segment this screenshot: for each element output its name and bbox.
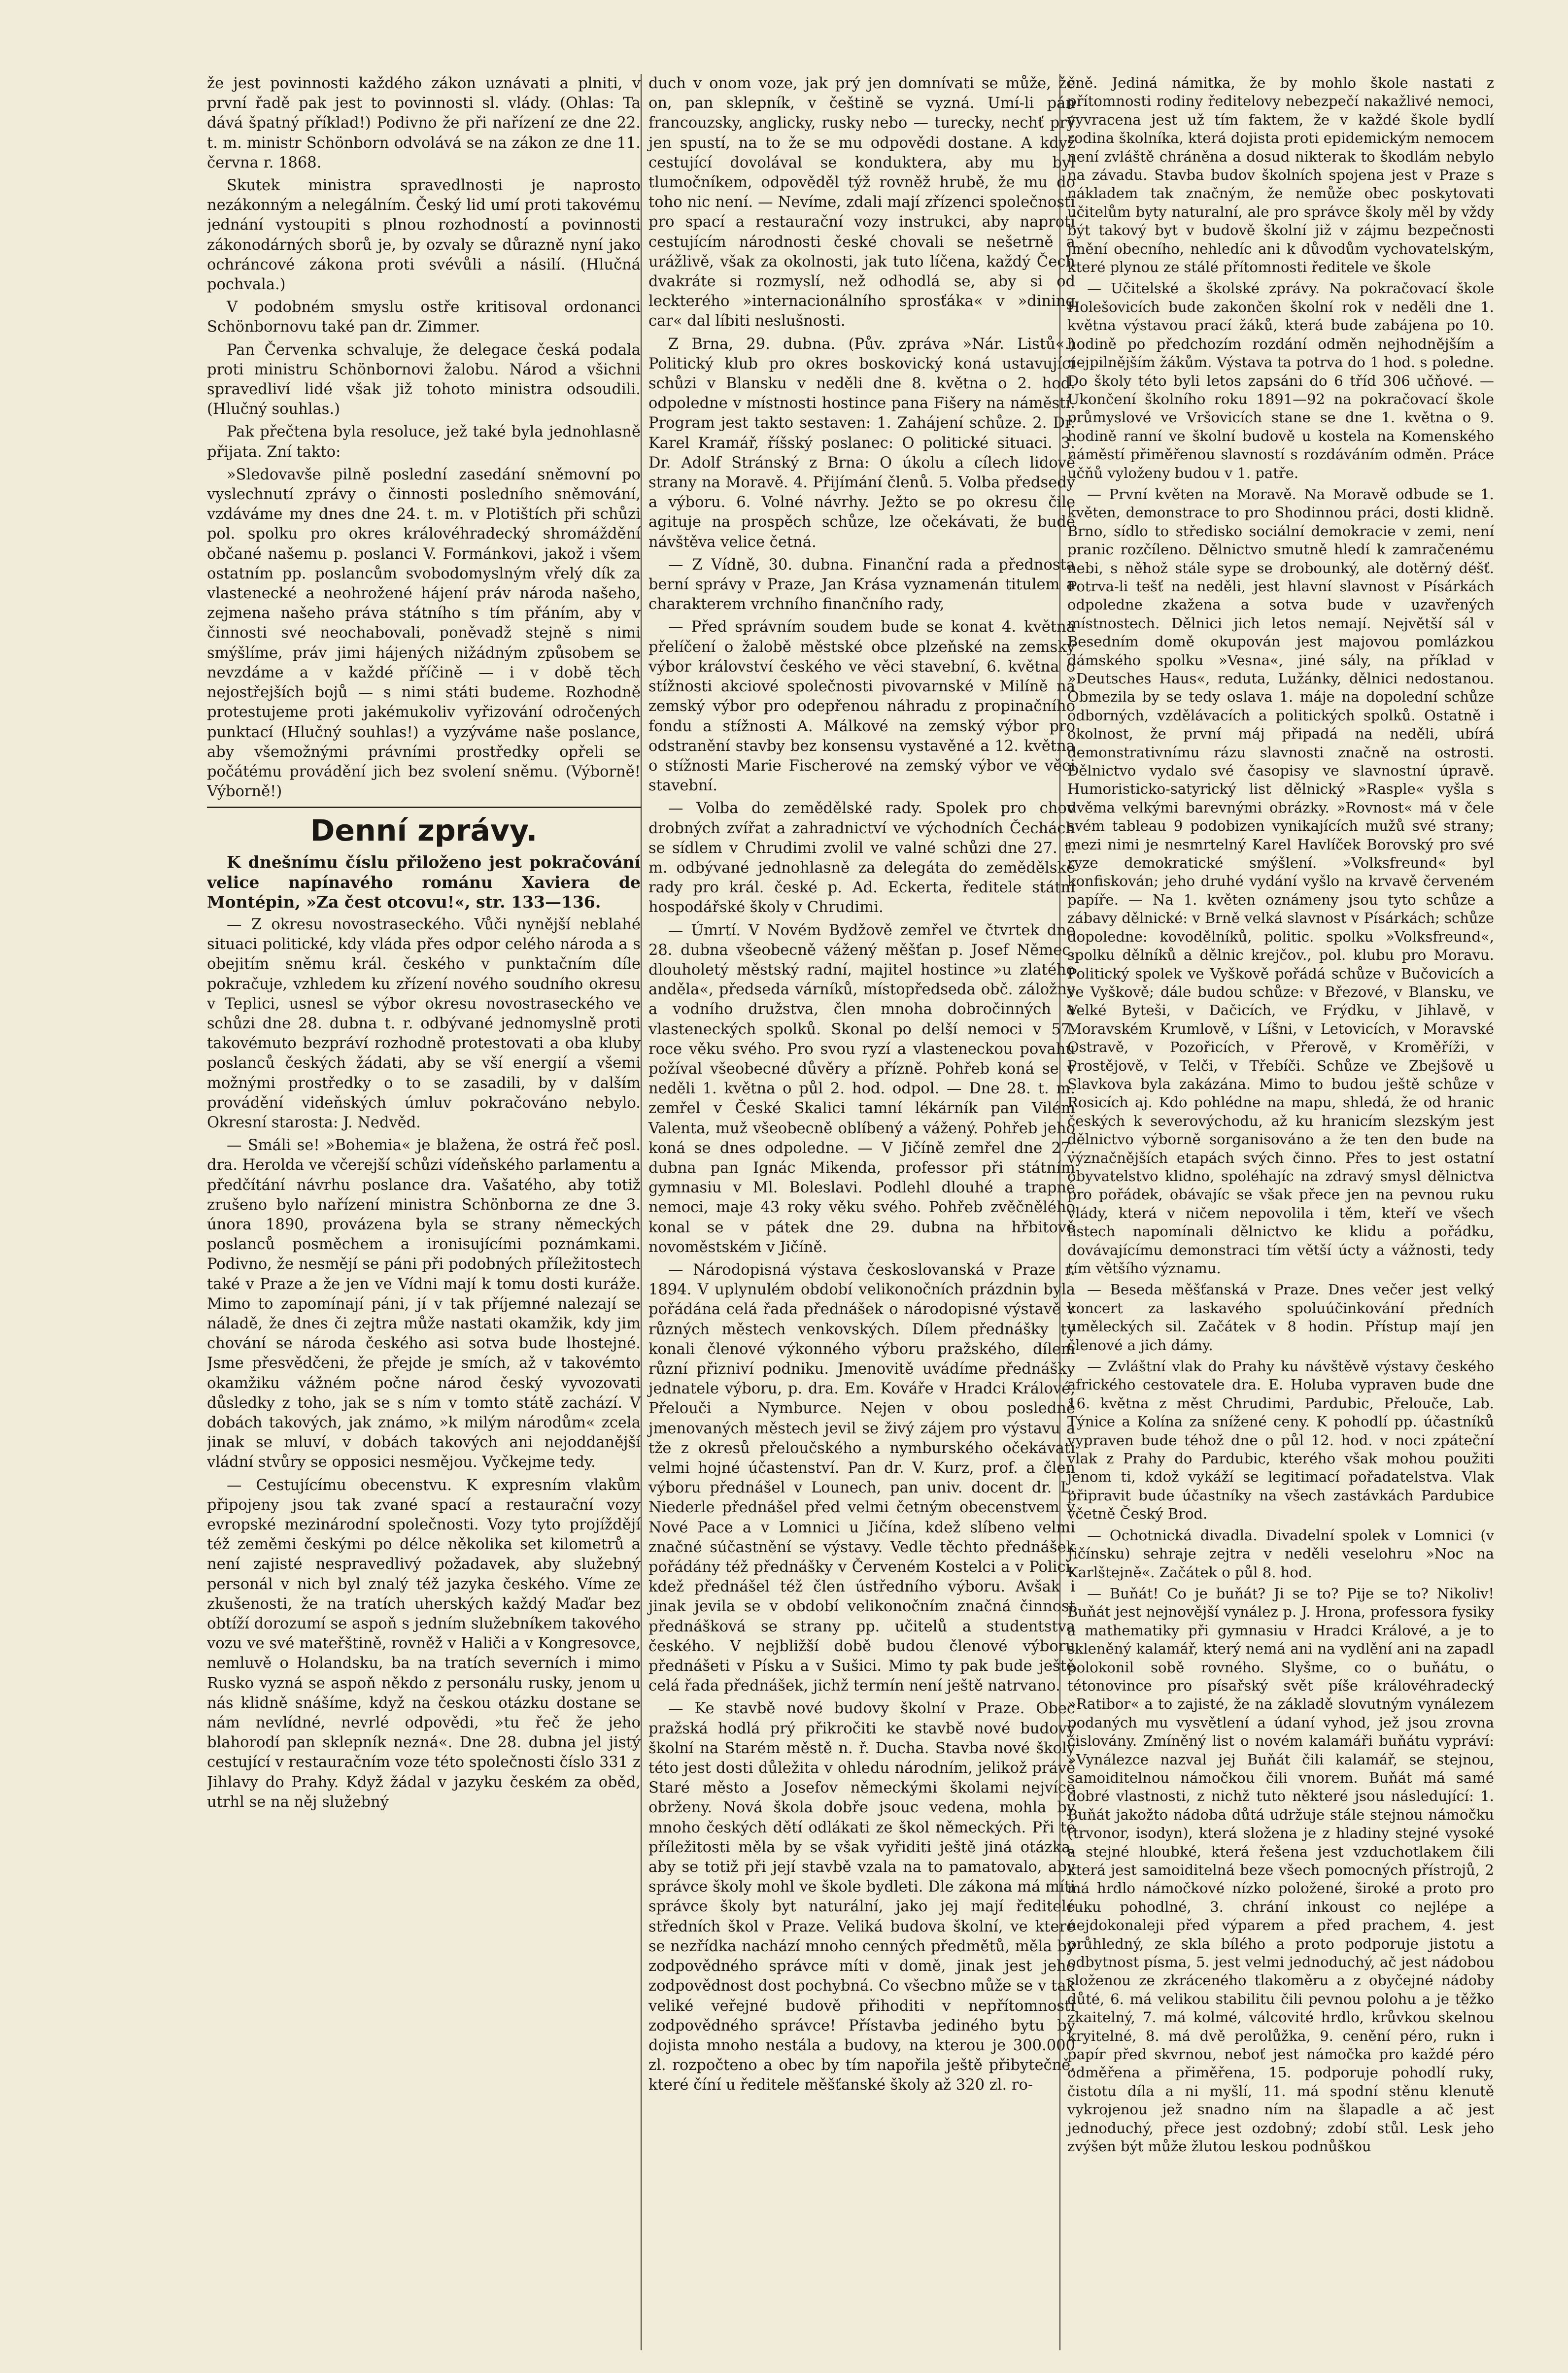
column-2 [641,74,1075,2350]
paragraph: čně. Jediná námitka, že by mohlo škole nastati z přítomnosti rodiny ředitelovy nebezpečí nakažlivé nemoci, vyvracena jest už tím faktem, že v každé škole bydlí rodina školníka, která dojista proti epidemickým nemocem není zvláště chráněna a dosud nikterak to škodlám nebylo na závadu. Stavba budov školních spojena jest v Praze s nákladem tak značným, že nemůže obec poskytovati učitelům byty naturalní, ale pro správce školy měl by vždy být takový byt v budově školní již v zájmu bezpečnosti jmění obecního, nehledíc ani k důvodům vychovatelským, které plynou ze stálé přítomnosti ředitele ve škole [1067,74,1494,276]
paragraph: Z Brna, 29. dubna. (Pův. zpráva »Nár. Listů«.) Politický klub pro okres boskovický koná ustavující schůzi v Blansku v neděli dne 8. května o 2. hod. odpoledne v místnosti hostince pana Fišery na náměstí. Program jest takto sestaven: 1. Zahájení schůze. 2. Dr. Karel Kramář, říšský poslanec: O politické situaci. 3. Dr. Adolf Stránský z Brna: O úkolu a cílech lidové strany na Moravě. 4. Přijímání členů. 5. Volba předsedy a výboru. 6. Volné návrhy. Ježto se po okresu čile agituje na prospěch schůze, lze očekávati, že bude návštěva velice četná. [648,335,1075,551]
paragraph: — Smáli se! »Bohemia« je blažena, že ostrá řeč posl. dra. Herolda ve včerejší schůzi vídeňského parlamentu a předčítání návrhu poslance dra. Vašatého, aby totiž zrušeno bylo nařízení ministra Schönborna ze dne 3. února 1890, provázena byla se strany německých poslanců posměchem a ironisujícími poznámkami. Podivno, že nesmějí se páni při podobných příležitostech také v Praze a že jen ve Vídni mají k tomu dosti kuráže. Mimo to zapomínají páni, jí v tak příjemné nalezají se náladě, že dnes či zejtra může nastati okamžik, kdy jim chování se národa českého asi sotva bude lhostejné. Jsme přesvědčeni, že přejde je smích, až v takovémto okamžiku vážném počne národ český vyvozovati důsledky z toho, jak se s ním v tomto státě zachází. V dobách takových, jak známo, »k milým národům« zcela jinak se mluví, v dobách takových ani nejoddanější vládní stvůry se opposici nesmějou. Vyčkejme tedy. [207,1137,641,1471]
column-3 [1059,74,1494,2350]
paragraph: Skutek ministra spravedlnosti je naprosto nezákonným a nelegálním. Český lid umí proti takovému jednání vystoupiti s plnou rozhodností a povinnosti zákonodárných sborů je, by ozvaly se důrazně nyní jako ochráncové zákona proti svévůli a násilí. (Hlučná pochvala.) [207,177,641,294]
paragraph: — Úmrtí. V Novém Bydžově zemřel ve čtvrtek dne 28. dubna všeobecně vážený měšťan p. Josef Němec, dlouholetý městský radní, majitel hostince »u zlatého anděla«, předseda várníků, místopředseda obč. záložny a vodního družstva, člen mnoha dobročinných a vlasteneckých spolků. Skonal po delší nemoci v 57. roce věku svého. Pro svou ryzí a vlasteneckou povahu požíval všeobecné důvěry a přízně. Pohřeb koná se v neděli 1. května o půl 2. hod. odpol. — Dne 28. t. m. zemřel v České Skalici tamní lékárník pan Vilém Valenta, muž všeobecně oblíbený a vážený. Pohřeb jeho koná se dnes odpoledne. — V Jičíně zemřel dne 27. dubna pan Ignác Mikenda, professor při státním gymnasiu v Ml. Boleslavi. Podlehl dlouhé a trapné nemoci, maje 43 roky věku svého. Pohřeb zvěčnělého konal se v pátek dne 29. dubna na hřbitově novoměstském v Jičíně. [648,921,1075,1256]
paragraph: — Učitelské a školské zprávy. Na pokračovací škole Holešovicích bude zakončen školní rok v neděli dne 1. května výstavou prací žáků, která bude zabájena po 10. hodině po předchozím rozdání odměn nejhodnějším a nejpilnějším žákům. Výstava ta potrva do 1 hod. s poledne. Do školy této byli letos zapsáni do 6 tříd 306 učňové. — Ukončení školního roku 1891—92 na pokračovací škole průmyslové ve Vršovicích stane se dne 1. května o 9. hodině ranní ve školní budově u kostela na Komenského náměstí přiměřenou slavností s rozdáváním odměn. Práce učňů vyloženy budou v 1. patře. [1067,280,1494,481]
paragraph: — Z Vídně, 30. dubna. Finanční rada a přednosta berní správy v Praze, Jan Krása vyznamenán titulem a charakterem vrchního finančního rady, [648,556,1075,613]
supplement-notice: K dnešnímu číslu přiloženo jest pokračování velice napínavého románu Xaviera de Montépin, »Za čest otcovu!«, str. 133—136. [207,852,641,912]
paragraph: — Beseda měšťanská v Praze. Dnes večer jest velký koncert za laskavého spoluúčinkování předních uměleckých sil. Začátek v 8 hodin. Přístup mají jen členové a jich dámy. [1067,1281,1494,1354]
paragraph: — Cestujícímu obecenstvu. K expresním vlakům připojeny jsou tak zvané spací a restaurační vozy evropské mezinárodní společnosti. Vozy tyto projíždějí též zeměmi českými po délce několika set kilometrů a není zajisté nespravedlivý požadavek, aby služebný personál v nich byl znalý též jazyka českého. Víme ze zkušenosti, že na tratích uherských každý Maďar bez obtíží dorozumí se aspoň s jedním služebníkem takového vozu ve své mateřštině, rovněž v Haliči a v Kongresovce, nemluvě o Holandsku, ba na tratích severních i mimo Rusko vyzná se aspoň někdo z personálu rusky, jenom u nás klidně snášíme, když na českou otázku dostane se nám nevlídné, nevrlé odpovědi, »tu řeč že jeho blahorodí pan sklepník nezná«. Dne 28. dubna jel jistý cestující v restauračním voze této společnosti číslo 331 z Jihlavy do Prahy. Když žádal v jazyku českém za oběd, utrhl se na něj služebný [207,1476,641,1811]
paragraph: — Ke stavbě nové budovy školní v Praze. Obec pražská hodlá prý přikročiti ke stavbě nové budovy školní na Starém městě n. ř. Ducha. Stavba nové školy této jest dosti důležita v ohledu národním, jelikož právě Staré město a Josefov německými školami nejvíce obrženy. Nová škola dobře jsouc vedena, mohla by mnoho českých dětí odlákati ze škol německých. Při té příležitosti měla by se však vyřiditi ještě jiná otázka, aby se totiž při její stavbě vzala na to pamatovalo, aby správce školy mohl ve škole bydleti. Dle zákona má míti správce školy byt naturální, jako jej mají ředitelé středních škol v Praze. Veliká budova školní, ve které se nezřídka nachází mnoho cenných předmětů, měla by zodpovědného správce míti v domě, jinak jest jeho zodpovědnost dost pochybná. Co všecbno může se v tak veliké veřejné budově přihoditi v nepřítomnosti zodpovědného správce! Přístavba jediného bytu by dojista mnoho nestála a budovy, na kterou je 300.000 zl. rozpočteno a obec by tím napořila ještě přibytečně, které číní u ředitele měšťanské školy až 320 zl. ro- [648,1700,1075,2094]
paragraph: — Ochotnická divadla. Divadelní spolek v Lomnici (v Jičínsku) sehraje zejtra v neděli veselohru »Noc na Karlštejně«. Začátek o půl 8. hod. [1067,1526,1494,1581]
paragraph: — Národopisná výstava českoslovanská v Praze r. 1894. V uplynulém období velikonočních prázdnin byla pořádána celá řada přednášek o národopisné výstavě v různých městech venkovských. Dílem přednášky ty konali členové výkonného výboru pražského, dílem různí přizniví podniku. Jmenovitě uvádíme přednášky jednatele výboru, p. dra. Em. Kováře v Hradci Králové, Přelouči a Nymburce. Nejen v obou posledně jmenovaných městech jevil se živý zájem pro výstavu a tže z okresů přeloučského a nymburského očekávati velmi hojné účastenství. Pan dr. V. Kurz, prof. a člen výboru přednášel v Lounech, pan univ. docent dr. L. Niederle přednášel před velmi četným obecenstvem v Nové Pace a v Lomnici u Jičína, kdež slíbeno velmi značné súčastnění se výstavy. Vedle těchto přednášek pořádány též přednášky v Červeném Kostelci a v Polici, kdež přednášel též člen ústředního výboru. Avšak i jinak jevila se v období velikonočním značná činnost přednášková se strany pp. učitelů a studentstva českého. V nejbližší době budou členové výboru přednášeti v Písku a v Sušici. Mimo ty pak bude ještě celá řada přednášek, jichž termín není ještě natrvano. [648,1261,1075,1695]
paragraph: V podobném smyslu ostře kritisoval ordonanci Schönbornovu také pan dr. Zimmer. [207,299,641,336]
paragraph: Pan Červenka schvaluje, že delegace česká podala proti ministru Schönbornovi žalobu. Národ a všichni spravedliví lidé však již tohoto ministra odsoudili. (Hlučný souhlas.) [207,341,641,418]
paragraph: duch v onom voze, jak prý jen domnívati se může, že on, pan sklepník, v češtině se vyzná. Umí-li pán francouzsky, anglicky, rusky nebo — turecky, nechť prý jen spustí, na to že se mu odpovědi dostane. A když cestující dovolával se konduktera, aby mu byl tlumočníkem, odpověděl týž rovněž hrubě, že mu do toho nic není. — Nevíme, zdali mají zřízenci společnosti pro spací a restaurační vozy instrukci, aby naproti cestujícím národnosti české chovali se nešetrně a urážlivě, však za okolnosti, jak tuto líčena, každý Čech dvakráte si rozmyslí, než odhodlá se, aby si od leckterého »internacionálního sprosťáka« v »dining car« dal líbiti neslušnosti. [648,75,1075,330]
paragraph: — Zvláštní vlak do Prahy ku návštěvě výstavy českého afrického cestovatele dra. E. Holuba vypraven bude dne 16. května z měst Chrudimi, Pardubic, Přelouče, Lab. Týnice a Kolína za snížené ceny. K pohodlí pp. účastníků vypraven bude téhož dne o půl 12. hod. v noci zpáteční vlak z Prahy do Pardubic, kterého však mohou použiti jenom ti, kdož vykáží se legitimací pořadatelstva. Vlak připravit bude účastníky na všech zastávkách Pardubice včetně Český Brod. [1067,1358,1494,1523]
paragraph: — První květen na Moravě. Na Moravě odbude se 1. květen, demonstrace to pro Shodinnou práci, dosti klidně. Brno, sídlo to středisko sociální demokracie v zemi, není pranic rozčíleno. Dělnictvo smutně hledí k zamračenému nebi, s něhož stále sype se drobounký, ale dotěrný déšť. Potrva-li tešť na neděli, jest hlavní slavnost v Písárkách odpoledne zkažena a sotva bude v uzavřených místnostech. Dělnici jich letos nemají. Největší sál v Besedním domě okupován jest majovou pomlázkou dámského spolku »Vesna«, jiné sály, na příklad v »Deutsches Haus«, reduta, Lužánky, dělnici nedostanou. Obmezila by se tedy oslava 1. máje na dopolední schůze odborných, vzdělávacích a politických spolků. Ostatně i okolnost, že první máj připadá na neděli, ubírá demonstrativnímu rázu slavnosti značně na ostrosti. Dělnictvo vydalo své časopisy ve slavnostní úpravě. Humoristicko-satyrický list dělnický »Rasple« vyšla s dvěma velkými barevnými obrázky. »Rovnost« má v čele svém tableau 9 podobizen vynikajících mužů své strany; mezi nimi je nesmrtelný Karel Havlíček Borovský pro své ryze demokratické smýšlení. »Volksfreund« byl konfiskován; jeho druhé vydání vyšlo na krvavě červeném papíře. — Na 1. květen oznámeny jsou tyto schůze a zábavy dělnické: v Brně velká slavnost v Písárkách; schůze dopoledne: kovodělníků, politic. spolku »Volksfreund«, spolku dělníků a dělnic krejčov., pol. klubu pro Moravu. Politický spolek ve Vyškově pořádá schůze v Bučovicích a ve Vyškově; dále budou schůze: v Březové, v Blansku, ve Velké Byteši, v Dačicích, ve Frýdku, v Jihlavě, v Moravském Krumlově, v Líšni, v Letovicích, v Moravské Ostravě, v Pozořicích, v Přerově, v Kroměříži, v Prostějově, v Telči, v Třebíči. Schůze ve Zbejšově u Slavkova byla zakázána. Mimo to budou ještě schůze v Rosicích aj. Kdo pohlédne na mapu, shledá, že od hranic českých k severovýchodu, až ku hranicím slezským jest dělnictvo výborně sorganisováno a že ten den bude na význačnějších etapách svých činno. Přes to jest ostatní obyvatelstvo klidno, spoléhajíc na zdravý smysl dělnictva pro pořádek, obávajíc se však přece jen na pevnou ruku vlády, která v ničem nepovolila i těm, kteří ve všech listech napomínali dělnictvo ke klidu a pořádku, dovávajícímu demonstraci tím větší úcty a vážnosti, tedy tím většího významu. [1067,485,1494,1277]
paragraph: že jest povinnosti každého zákon uznávati a plniti, v první řadě pak jest to povinnosti sl. vlády. (Ohlas: Ta dává špatný příklad!) Podivno že při nařízení ze dne 22. t. m. ministr Schönborn odvolává se na zákon ze dne 11. června r. 1868. [207,75,641,171]
resolution-text: »Sledovavše pilně poslední zasedání sněmovní po vyslechnutí zprávy o činnosti posledního sněmování, vzdáváme my dnes dne 24. t. m. v Plotištích při schůzi pol. spolku pro okres královéhradecký shromáždění občané našemu p. poslanci V. Formánkovi, jakož i všem ostatním pp. poslancům svobodomyslným vřelý dík za vlastenecké a neohrožené hájení práv národa našeho, zejmena našeho práva státního s tím přáním, aby v činnosti své neochabovali, poněvadž stejně s nimi smýšlíme, práv jimi hájených nižádným způsobem se nevzdáme a v každé příčině — i v době těch nejostřejších bojů — s nimi státi budeme. Rozhodně protestujeme proti jakémukoliv vyřizování odročených punktací (Hlučný souhlas!) a vyzýváme naše poslance, aby všemožnými právními prostředky opřeli se počátému provádění jich bez svolení sněmu. (Výborně! Výborně!) [207,466,641,801]
column-1 [207,74,641,2350]
paragraph: — Z okresu novostraseckého. Vůči nynější neblahé situaci politické, kdy vláda přes odpor celého národa a s obejitím sněmu král. českého v punktačním díle pokračuje, vzhledem ku zřízení nového soudního okresu v Teplici, usnesl se výbor okresu novostraseckého ve schůzi dne 28. dubna t. r. odbývané jednomyslně proti takovémuto bezpráví rozhodně protestovati a oba kluby poslanců českých žádati, aby se vší energií a všemi možnými prostředky o to se zasadili, by v dalším provádění videňských úmluv pokračováno nebylo. Okresní starosta: J. Nedvěd. [207,915,641,1131]
paragraph: Pak přečtena byla resoluce, jež také byla jednohlasně přijata. Zní takto: [207,423,641,461]
section-heading: Denní zprávy. [207,807,641,849]
paragraph: — Buňát! Co je buňát? Ji se to? Pije se to? Nikoliv! Buňát jest nejnovější vynález p. J. Hrona, professora fysiky a mathematiky při gymnasiu v Hradci Králové, a je to skleněný kalamář, který nemá ani na vydlění ani na zapadl polokonil sobě rovného. Slyšme, co o buňátu, o tétonovince pro písařský svět píše královéhradecký »Ratibor« a to zajisté, že na základě slovutným vynálezem podaných mu vysvětlení a údaní vyhod, jež jsou zrovna čislovány. Zmíněný list o novém kalamáři buňátu vypráví: »Vynálezce nazval jej Buňát čili kalamář, se stejnou, samoiditelnou námočkou čili vnorem. Buňát má samé dobré vlastnosti, z nichž tuto některé jsou následující: 1. Buňát jakožto nádoba důtá udržuje stále stejnou námočku (trvonor, isodyn), která složena je z hladiny stejné vysoké a stejné hloubké, která řešena jest vzduchotlakem čili která jest samoiditelná beze všech pomocných přístrojů, 2 má hrdlo námočkové nízko položené, široké a proto pro ruku pohodlné, 3. chrání inkoust co nejlépe a nejdokonaleji před výparem a před prachem, 4. jest průhledný, ze skla bílého a proto podporuje jistotu a odbytnost písma, 5. jest velmi jednoduchý, ač jest nádobou složenou ze zkráceného tlakoměru a z obyčejné nádoby důté, 6. má velikou stabilitu čili pevnou polohu a je těžko zkaitelný, 7. má kolmé, válcovité hrdlo, krůvkou skelnou kryitelné, 8. má dvě perolůžka, 9. cenění péro, rukn i papír před skvrnou, neboť jest námočka pro každé péro odměřena a přiměřena, 15. podporuje pohodlí ruky, čistotu díla a ni myšlí, 11. má spodní stěnu klenutě vykrojenou jež snadno ním na šlapadle a ač jest jednoduchý, přece jest ozdobný; zdobí stůl. Lesk jeho zvýšen být může žlutou leskou podnůškou [1067,1585,1494,2155]
paragraph: — Volba do zemědělské rady. Spolek pro chov drobných zvířat a zahradnictví ve východních Čechách se sídlem v Chrudimi zvolil ve valné schůzi dne 27. t. m. odbývané jednohlasně za delegáta do zemědělské rady pro král. české p. Ad. Eckerta, ředitele státní hospodářské školy v Chrudimi. [648,800,1075,916]
paragraph: — Před správním soudem bude se konat 4. května přelíčení o žalobě městské obce plzeňské na zemský výbor království českého ve věci stavební, 6. května o stížnosti akciové společnosti pivovarnské v Milíně na zemský výbor pro odepřenou náhradu z propinačního fondu a stížnosti A. Málkové na zemský výbor pro odstranění stavby bez konsensu vystavěné a 12. května o stížnosti Marie Fischerové na zemský výbor ve věci stavební. [648,618,1075,795]
